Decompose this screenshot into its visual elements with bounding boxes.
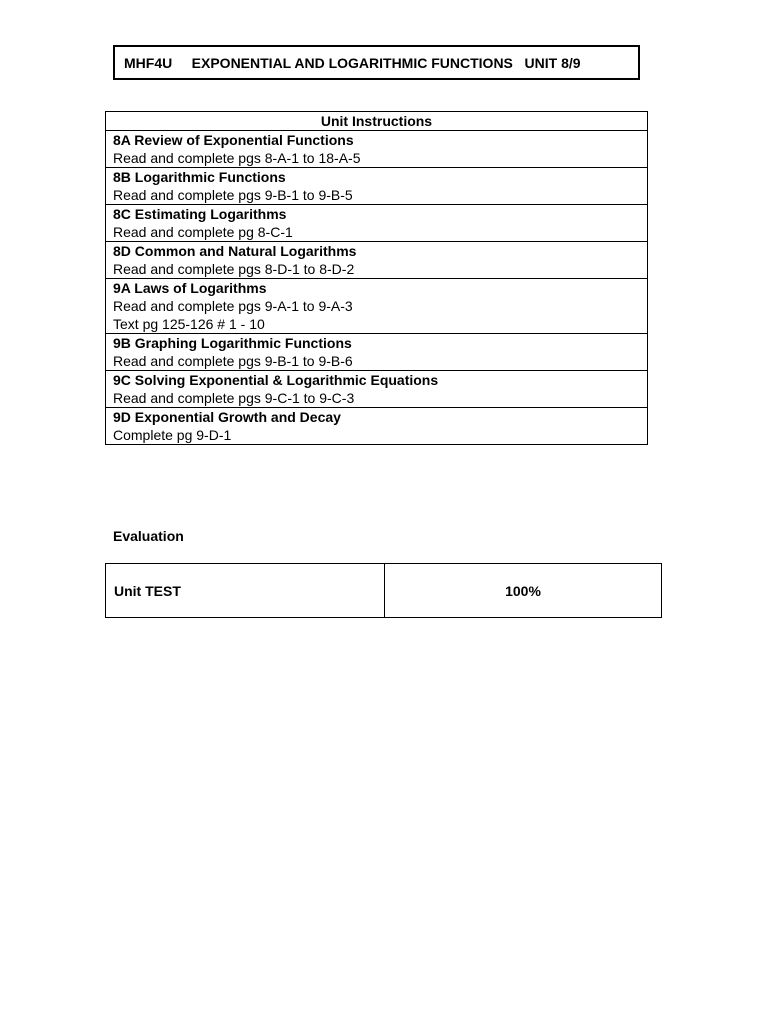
- section-title: 8B Logarithmic Functions: [113, 169, 286, 185]
- section-task: Text pg 125-126 # 1 - 10: [113, 316, 265, 332]
- section-title: 8C Estimating Logarithms: [113, 206, 287, 222]
- instruction-row: [106, 168, 648, 205]
- evaluation-label: Unit TEST: [106, 564, 385, 618]
- instruction-row: [106, 279, 648, 334]
- unit-instructions-table: [105, 111, 648, 445]
- section-task: Read and complete pgs 8-A-1 to 18-A-5: [113, 150, 361, 166]
- instruction-row: [106, 408, 648, 445]
- section-task: Read and complete pg 8-C-1: [113, 224, 293, 240]
- instruction-cell: [106, 334, 648, 371]
- instruction-cell: [106, 371, 648, 408]
- instruction-cell: [106, 279, 648, 334]
- unit-instructions-heading: Unit Instructions: [106, 112, 648, 131]
- instruction-row: [106, 131, 648, 168]
- instruction-cell: [106, 131, 648, 168]
- section-task: Read and complete pgs 8-D-1 to 8-D-2: [113, 261, 355, 277]
- instruction-row: [106, 205, 648, 242]
- section-title: 9B Graphing Logarithmic Functions: [113, 335, 352, 351]
- instruction-row: [106, 334, 648, 371]
- section-title: 9D Exponential Growth and Decay: [113, 409, 341, 425]
- section-title: 9A Laws of Logarithms: [113, 280, 267, 296]
- section-task: Read and complete pgs 9-C-1 to 9-C-3: [113, 390, 355, 406]
- instruction-cell: [106, 168, 648, 205]
- section-title: 8A Review of Exponential Functions: [113, 132, 354, 148]
- section-task: Read and complete pgs 9-A-1 to 9-A-3: [113, 298, 353, 314]
- section-task: Read and complete pgs 9-B-1 to 9-B-5: [113, 187, 353, 203]
- instruction-cell: [106, 408, 648, 445]
- document-title: MHF4U EXPONENTIAL AND LOGARITHMIC FUNCTIONS UNIT 8/9: [113, 45, 640, 80]
- instruction-row: [106, 371, 648, 408]
- instruction-cell: [106, 205, 648, 242]
- evaluation-row: [106, 564, 662, 618]
- evaluation-heading: Evaluation: [113, 528, 184, 544]
- evaluation-weight: 100%: [385, 564, 662, 618]
- table-header-row: [106, 112, 648, 131]
- section-title: 9C Solving Exponential & Logarithmic Equations: [113, 372, 439, 388]
- instruction-cell: [106, 242, 648, 279]
- section-task: Complete pg 9-D-1: [113, 427, 232, 443]
- section-title: 8D Common and Natural Logarithms: [113, 243, 357, 259]
- instruction-row: [106, 242, 648, 279]
- section-task: Read and complete pgs 9-B-1 to 9-B-6: [113, 353, 353, 369]
- evaluation-table: [105, 563, 662, 618]
